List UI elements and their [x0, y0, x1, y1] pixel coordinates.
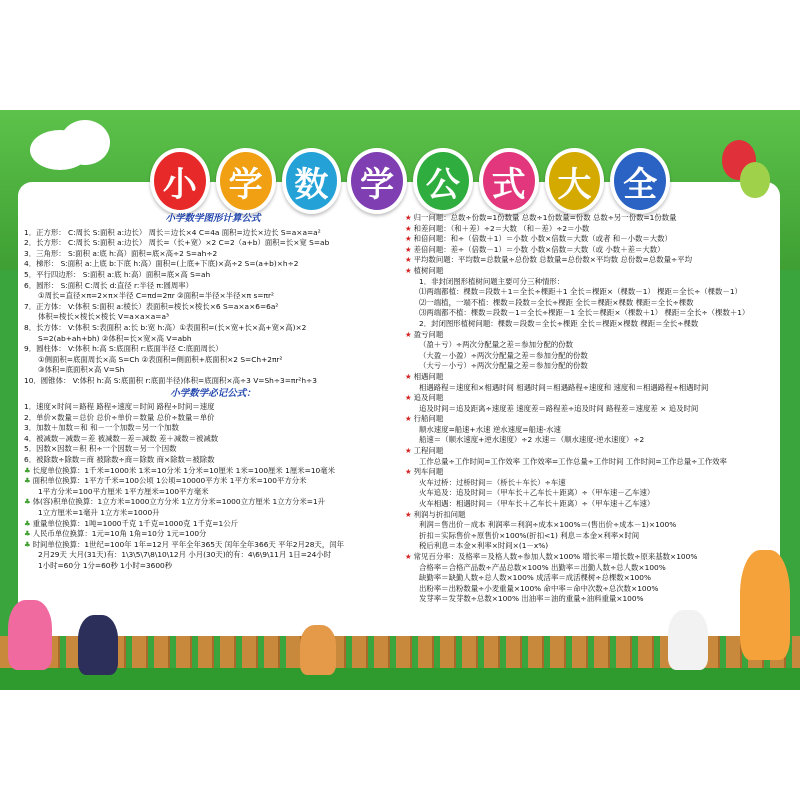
formula-line: 10．圆锥体： V:体积 h:高 S:底面积 r:底面半径)体积=底面积×高÷3 V=Sh÷3=πr²h÷3: [24, 375, 317, 385]
formula-line: 3．三角形： S:面积 a:底 h:高）面积=底×高÷2 S=ah÷2: [24, 248, 218, 258]
formula-line: 火车相遇：相遇时间＝（甲车长＋乙车长＋距离）÷（甲车速＋乙车速）: [419, 499, 655, 509]
formula-line: 1．正方形： C:周长 S:面积 a:边长） 周长＝边长×4 C=4a 面积=边长×边长 S=a×a=a²: [24, 227, 321, 237]
formula-line: 1立方厘米=1毫升 1立方米=1000升: [38, 508, 160, 518]
formula-line: 税后利息＝本金×利率×时间×(1－x%): [419, 541, 549, 551]
formula-line: 1．速度×时间＝路程 路程÷速度＝时间 路程÷时间＝速度: [24, 402, 215, 412]
formula-line: 2．长方形： C:周长 S:面积 a:边长） 周长=（长+宽）×2 C=2（a+b）面积=长×宽 S=ab: [24, 238, 330, 248]
formula-line: 折扣＝实际售价÷原售价×100%(折扣<1) 利息＝本金×利率×时间: [419, 530, 640, 540]
formula-line: 1．非封闭图形植树问题主要可分三种情形：: [419, 276, 565, 286]
star-icon: ★: [405, 467, 412, 477]
formula-line: 顺水速度=船速+水速 逆水速度=船速-水速: [419, 424, 561, 434]
formula-line: ♣ 长度单位换算：1千米=1000米 1米=10分米 1分米=10厘米 1米=100厘米 1厘米=10毫米: [24, 465, 336, 475]
star-icon: ★: [405, 446, 412, 456]
formula-line: ♣ 人民币单位换算：1元=10角 1角=10分 1元=100分: [24, 529, 207, 539]
formula-line: ★ 相遇问题: [405, 371, 444, 381]
clover-icon: ♣: [24, 539, 31, 549]
formula-line: （大盈－小盈）÷两次分配量之差＝参加分配的份数: [419, 350, 588, 360]
section-title-shapes: 小学数学图形计算公式: [165, 213, 261, 224]
formula-line: ★ 归一问题：总数÷份数=1份数量 总数÷1份数量=份数 总数÷另一份数=1份数量: [405, 213, 677, 222]
star-icon: ★: [405, 265, 412, 275]
formula-line: ①周长=直径×π=2×π×半径 C=πd=2πr ②面积=半径×半径×π s=πr²: [38, 291, 274, 301]
formula-line: 9．圆柱体： V:体积 h:高 S:底面积 r:底面半径 C:底面周长）: [24, 344, 223, 354]
formula-line: ♣ 面积单位换算：1平方千米=100公顷 1公顷=10000平方米 1平方米=100平方分米: [24, 476, 307, 486]
formula-line: ⑶两端都不植：棵数＝段数－1＝全长÷棵距－1 全长＝棵距×（棵数＋1） 棵距＝全长÷（棵数＋1）: [419, 308, 750, 318]
formula-line: 4．梯形： S:面积 a:上底 b:下底 h:高）面积=(上底+下底)×高÷2 S=(a+b)×h÷2: [24, 259, 299, 269]
formula-line: 2月29天 大月(31天)有：1\3\5\7\8\10\12月 小月(30天)的有：4\6\9\11月 1日=24小时: [38, 550, 332, 560]
star-icon: ★: [405, 371, 412, 381]
formula-line: ★ 利润与折扣问题: [405, 509, 466, 519]
formula-line: 2．单价×数量＝总价 总价÷单价＝数量 总价÷数量＝单价: [24, 412, 215, 422]
grass-strip: [0, 668, 800, 690]
clover-icon: ♣: [24, 529, 31, 539]
formula-line: 合格率＝合格产品数÷产品总数×100% 出勤率＝出勤人数÷总人数×100%: [419, 562, 666, 572]
formula-line: ①侧面积=底面周长×高 S=Ch ②表面积=侧面积+底面积×2 S=Ch+2πr²: [38, 354, 283, 364]
right-column: [405, 213, 780, 605]
formula-line: 火车过桥：过桥时间＝（桥长＋车长）÷车速: [419, 477, 566, 487]
formula-line: 7．正方体： V:体积 S:面积 a:棱长）表面积=棱长×棱长×6 S=a×a×6=6a²: [24, 301, 279, 311]
clover-icon: ♣: [24, 476, 31, 486]
title-char: 式: [479, 148, 539, 214]
formula-line: 相遇路程＝速度和×相遇时间 相遇时间＝相遇路程÷速度和 速度和＝相遇路程÷相遇时间: [419, 382, 709, 392]
penguin-illustration: [78, 615, 118, 675]
formula-line: 3．加数＋加数＝和 和－一个加数＝另一个加数: [24, 423, 179, 433]
formula-line: 发芽率＝发芽数÷总数×100% 出油率＝油的重量÷油料重量×100%: [419, 594, 644, 604]
left-column: [24, 212, 402, 572]
formula-line: ♣ 时间单位换算：1世纪=100年 1年=12月 平年全年365天 闰年全年366天 平年2月28天，闰年: [24, 539, 344, 549]
formula-line: 出粉率＝出粉数量÷小麦重量×100% 命中率＝命中次数÷总次数×100%: [419, 583, 659, 593]
dog-illustration: [300, 625, 336, 675]
formula-line: ★ 追及问题: [405, 393, 444, 403]
formula-line: 火车追及：追及时间＝（甲车长＋乙车长＋距离）÷（甲车速－乙车速）: [419, 488, 655, 498]
section-title-must-remember: 小学数学必记公式：: [170, 387, 256, 399]
formula-line: （盈＋亏）÷两次分配量之差＝参加分配的份数: [419, 340, 574, 350]
formula-line: S=2(ab+ah+bh) ②体积=长×宽×高 V=abh: [38, 333, 192, 343]
formula-line: ★ 列车问题: [405, 467, 444, 477]
formula-line: ★ 平均数问题：平均数=总数量÷总份数 总数量=总份数×平均数 总份数=总数量÷平均: [405, 255, 692, 265]
formula-line: ⑵一端植，一端不植：棵数＝段数＝全长÷棵距 全长＝棵距×棵数 棵距＝全长÷棵数: [419, 297, 694, 307]
title-char: 小: [150, 148, 210, 214]
balloon-green: [740, 162, 770, 198]
formula-line: （大亏－小亏）÷两次分配量之差＝参加分配的份数: [419, 361, 588, 371]
title-char: 数: [282, 148, 342, 214]
kid-left-illustration: [8, 600, 52, 670]
formula-line: 追及时间＝追及距离÷速度差 速度差＝路程差÷追及时间 路程差＝速度差 × 追及时间: [419, 403, 699, 413]
formula-line: 4．被减数－减数＝差 被减数－差＝减数 差＋减数＝被减数: [24, 433, 219, 443]
formula-line: 缺勤率＝缺勤人数÷总人数×100% 成活率＝成活棵树÷总棵数×100%: [419, 573, 651, 583]
formula-line: 6．被除数÷除数＝商 被除数÷商＝除数 商×除数＝被除数: [24, 455, 215, 465]
star-icon: ★: [405, 244, 412, 254]
star-icon: ★: [405, 234, 412, 244]
formula-line: ★ 差倍问题：差÷（倍数－1）＝小数 小数×倍数＝大数（或 小数＋差＝大数）: [405, 244, 665, 254]
formula-line: ★ 和倍问题：和÷（倍数＋1）＝小数 小数×倍数＝大数（或者 和－小数＝大数）: [405, 234, 672, 244]
star-icon: ★: [405, 255, 412, 265]
formula-line: ★ 植树问题: [405, 265, 444, 275]
formula-line: 1平方分米=100平方厘米 1平方厘米=100平方毫米: [38, 486, 209, 496]
clover-icon: ♣: [24, 497, 31, 507]
title-char: 公: [413, 148, 473, 214]
star-icon: ★: [405, 509, 412, 519]
star-icon: ★: [405, 213, 412, 222]
formula-line: 6．圆形： S:面积 C:周长 d:直径 r:半径 π:圆周率）: [24, 280, 194, 290]
formula-line: 船速＝（顺水速度+逆水速度）÷2 水速＝（顺水速度-逆水速度）÷2: [419, 435, 645, 445]
formula-line: ★ 盈亏问题: [405, 329, 444, 339]
title-char: 学: [216, 148, 276, 214]
title-char: 大: [545, 148, 605, 214]
formula-line: ★ 工程问题: [405, 446, 444, 456]
formula-line: 2．封闭图形植树问题：棵数＝段数＝全长÷棵距 全长＝棵距×棵数 棵距＝全长÷棵数: [419, 318, 699, 328]
star-icon: ★: [405, 393, 412, 403]
star-icon: ★: [405, 223, 412, 233]
star-icon: ★: [405, 552, 412, 561]
formula-line: ③体积=底面积×高 V=Sh: [38, 365, 125, 375]
bear-illustration: [668, 610, 708, 670]
clover-icon: ♣: [24, 518, 31, 528]
title-char: 学: [347, 148, 407, 214]
formula-line: 体积=棱长×棱长×棱长 V=a×a×a=a³: [38, 312, 169, 322]
poster-title: [150, 148, 670, 218]
formula-line: ♣ 重量单位换算：1吨=1000千克 1千克=1000克 1千克=1公斤: [24, 518, 238, 528]
formula-line: ★ 和差问题：（和＋差）÷2＝大数 （和－差）÷2＝小数: [405, 223, 590, 233]
formula-line: 工作总量÷工作时间=工作效率 工作效率=工作总量÷工作时间 工作时间=工作总量÷工作效率: [419, 456, 727, 466]
star-icon: ★: [405, 329, 412, 339]
formula-line: 1小时=60分 1分=60秒 1小时=3600秒: [38, 561, 173, 570]
formula-line: 5．平行四边形： S:面积 a:底 h:高）面积=底×高 S=ah: [24, 269, 211, 279]
clover-icon: ♣: [24, 465, 31, 475]
formula-line: ♣ 体(容)积单位换算：1立方米=1000立方分米 1立方分米=1000立方厘米 1立方分米=1升: [24, 497, 326, 507]
formula-line: 8．长方体： V:体积 S:表面积 a:长 b:宽 h:高）①表面积=(长×宽+长×高+宽×高)×2: [24, 322, 307, 332]
formula-line: 利润＝售出价－成本 利润率＝利润÷成本×100%＝(售出价÷成本－1)×100%: [419, 520, 677, 530]
formula-line: ⑴两端都植：棵数＝段数＋1＝全长÷棵距＋1 全长＝棵距×（棵数－1） 棵距＝全长÷（棵数－1）: [419, 287, 742, 297]
formula-line: 5．因数×因数＝积 积÷一个因数＝另一个因数: [24, 444, 177, 454]
cloud-left-2: [60, 120, 110, 165]
formula-line: ★ 行船问题: [405, 414, 444, 424]
star-icon: ★: [405, 414, 412, 424]
title-char: 全: [610, 148, 670, 214]
formula-line: ★ 常见百分率：及格率＝及格人数÷参加人数×100% 增长率＝增长数÷原来基数×100%: [405, 552, 698, 561]
